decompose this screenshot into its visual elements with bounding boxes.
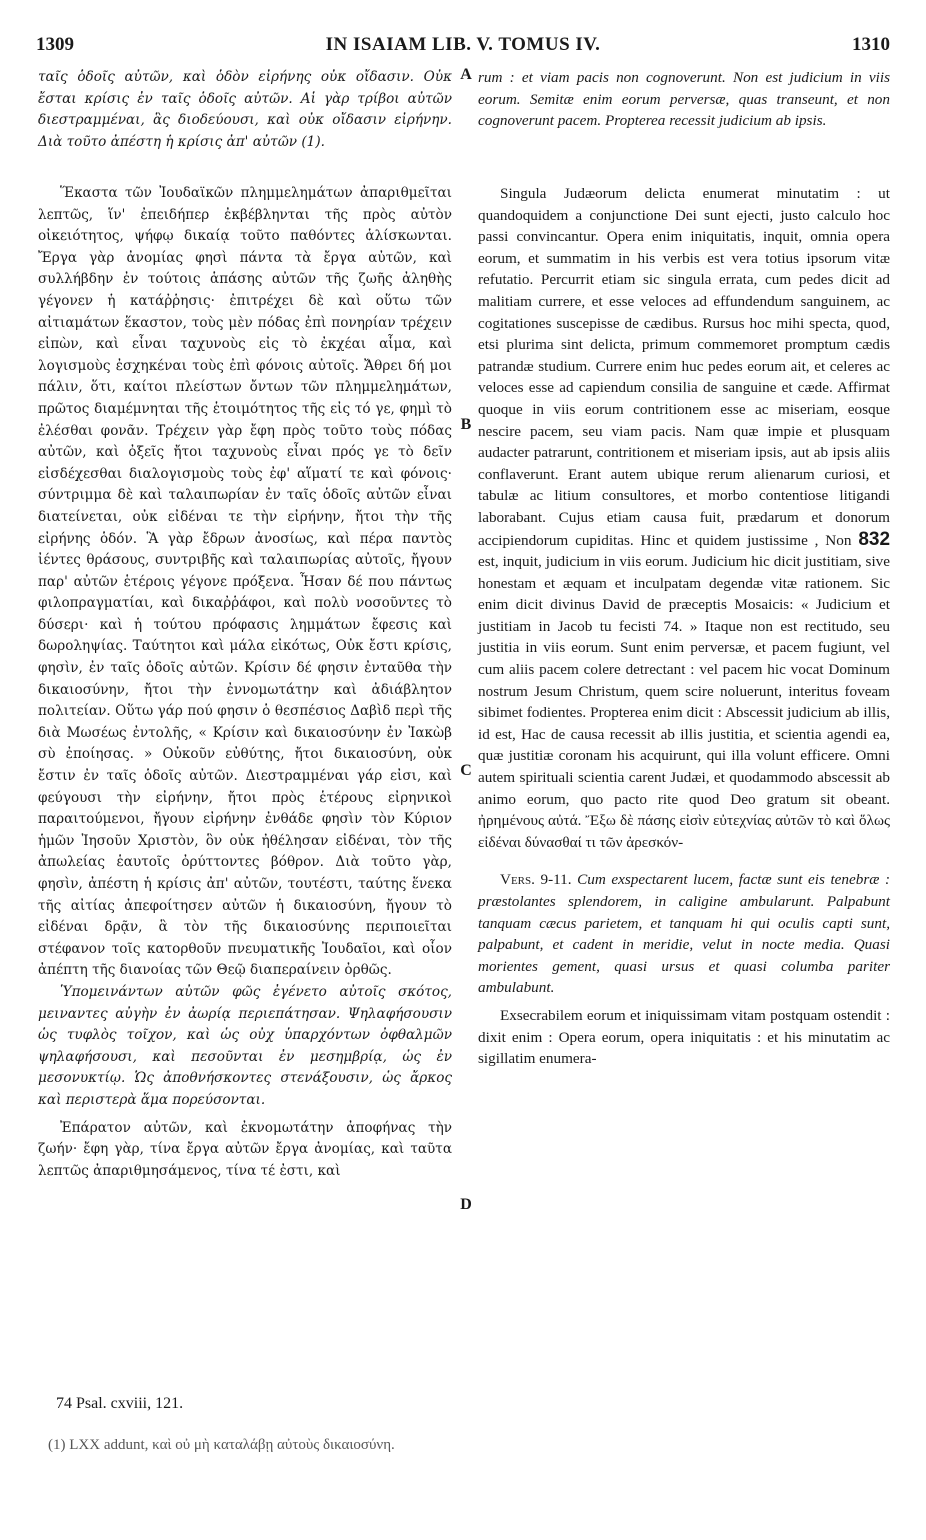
latin-commentary-1a: Singula Judæorum delicta enumerat minutatim : ut quandoquidem a conjunctione Dei sunt ejecti, justo calculo hoc passi convincantur. Opera enim iniquitatis, inquit, omnia opera eorum, et summatim in his verbis est vera totius ipsorum vitæ refutatio. Percurrit etiam sic singula errata, cum pedes dicit ad malitiam currere, et esse veloces ad effundendum sanguinem, ac cogitationes suscepisse de cædibus. Rursus hoc mihi specta, quod, etsi plurima sint delicta, primum commemoret promptum cædis patrandæ studium. Currere enim huc pedes eorum ait, et celeres ac veloces esse ad capiendum consilia de sanguine et cæde. Affirmat quoque in viis eorum contritionem esse ac miseriam, eosque nescire pacem, seu viam pacis. Nam quæ impie et plusquam audacter patrarunt, contritionem et miseriam ipsis, aut ab ipsis aliis conflaverunt. Erant autem ubique rerum alienarum curiosi, et tabulæ ac litium consultores, et morbo contentiose litigandi laborabant. Cujus etiam causa fuit, prædarum et donorum accipiendorum cupiditas. Hinc et quidem justissime , Non: [478, 185, 890, 549]
latin-lemma-1: rum : et viam pacis non cognoverunt. Non est judicium in viis eorum. Semitæ enim eorum perversæ, quas transeunt, et non cognoverunt pacem. Propterea recessit judicium ab ipsis.: [478, 69, 890, 130]
greek-commentary-2: Ἐπάρατον αὐτῶν, καὶ ἐκνομωτάτην ἀποφήνας τὴν ζωήν· ἔφη γὰρ, τίνα ἔργα αὐτῶν ἔργα ἀνομίας, καὶ ταῦτα λεπτῶς ἀπαριθμησάμενος, τίνα τέ ἐστι, καὶ: [38, 1119, 452, 1179]
footnote-psalm: 74 Psal. cxviii, 121.: [56, 1395, 184, 1412]
latin-column: [478, 67, 890, 1070]
margin-letter-d: D: [460, 1196, 472, 1213]
margin-letter-c: C: [460, 762, 472, 779]
verse-label: Vers. 9-11.: [500, 871, 572, 889]
page-number-left: 1309: [36, 34, 74, 55]
greek-lemma-2: Ὑπομεινάντων αὐτῶν φῶς ἐγένετο αὐτοῖς σκότος, μειναντες αὐγὴν ἐν ἀωρίᾳ περιεπάτησαν. Ψηλαφήσουσιν ὡς τυφλὸς τοῖχον, καὶ ὡς οὐχ ὑπαρχόντων ὀφθαλμῶν ψηλαφήσουσι, καὶ πεσοῦνται ἐν μεσημβρίᾳ, ὡς ἐν μεσονυκτίῳ. Ὡς ἀποθνήσκοντες στενάξουσιν, ὡς ἄρκος καὶ περιστερὰ ἅμα πορεύσονται.: [38, 983, 452, 1108]
margin-letter-a: A: [460, 66, 472, 83]
greek-commentary-1: Ἕκαστα τῶν Ἰουδαϊκῶν πλημμελημάτων ἀπαριθμεῖται λεπτῶς, ἵν' ἐπειδήπερ ἐκβέβληνται τῆς πρὸς αὐτὸν οἰκειότητος, ψήφῳ δικαίᾳ τοῦτο παθόντες ἁλίσκωνται. Ἔργα γὰρ ἀνομίας φησὶ πάντα τὰ ἔργα αὐτῶν, καὶ συλλήβδην ἐν τούτοις ἁπάσης αὐτῶν τῆς ζωῆς ἀληθὴς γέγονεν ἡ κατάῤῥησις· ἐπιτρέχει δὲ καὶ οὕτω τῶν αἰτιαμάτων ἕκαστον, τοὺς μὲν πόδας ἐπὶ πονηρίαν τρέχειν εἰπὼν, καὶ εἶναι ταχυνοὺς εἰς τὸ ἐκχέαι αἷμα, καὶ λογισμοὺς ἐσχηκέναι τοὺς ἐπὶ φόνοις αὐτοῖς. Ἄθρει δή μοι πάλιν, ὅτι, καίτοι πλείστων ὄντων τῶν πλημμελημάτων, πρῶτος διαμέμνηται τῆς ἑτοιμότητος τῆς εἰς τό γε, φημὶ τὸ ἐλέσθαι φονᾶν. Τρέχειν γὰρ ἔφη πρὸς τοῦτο τοὺς πόδας αὐτῶν, καὶ ὀξεῖς ἤτοι ταχυνοὺς εἶναι πρός γε τὸ δεῖν εἰσδέχεσθαι διαλογισμοὺς τοὺς ἐφ' αἵματί τε καὶ φόνοις· σύντριμμα δὲ καὶ ταλαιπωρίαν ἐν ταῖς ὁδοῖς αὐτῶν εἶναι διατείνεται, οὐκ εἰδέναι τε τὴν εἰρήνην, ἤτοι τὴν τῆς εἰρήνης ὁδόν. Ἃ γὰρ ἔδρων ἀνοσίως, καὶ πέρα παντὸς ἰέντες θράσους, συντριβῆς καὶ ταλαιπωρίας αὐτοῖς, ἤγουν παρ' αὐτῶν ἑτέροις γέγονε πρόξενα. Ἦσαν δέ που πάντως φιλοπραγματίαι, καὶ δικαῤῥάφοι, καὶ πολὺ νοσοῦντες τὸ δύσερι· καὶ ἡ τούτου πρόφασις λημμάτων ἔφεσις καὶ δωροληψίας. Ταύτητοι καὶ μάλα εἰκότως, Οὐκ ἔστι κρίσις, φησὶν, ἐν ταῖς ὁδοῖς αὐτῶν. Κρίσιν δέ φησιν ἐνταῦθα τὴν δικαιοσύνην, ἤτοι τὴν ἐννομωτάτην καὶ ἀδιάβλητον πολιτείαν. Οὕτω γάρ πού φησιν ὁ θεσπέσιος Δαβὶδ περὶ τῆς διὰ Μωσέως ἐντολῆς, « Κρίσιν καὶ δικαιοσύνην ἐν Ἰακὼβ σὺ ἐποίησας. » Οὐκοῦν εὐθύτης, ἤτοι δικαιοσύνη, οὐκ ἔστιν ἐν ταῖς ὁδοῖς αὐτῶν. Διεστραμμέναι γάρ εἰσι, καὶ φεύγουσι τὴν εἰρήνην, ἤτοι πρὸς ἑτέρους εἰρηνικοὶ παραιτούμενοι, ἤγουν εἰρήνην ἐνθάδε φησὶν τὸν Κύριον ἡμῶν Ἰησοῦν Χριστὸν, ὃν οὐκ ἠθέλησαν εἰδέναι, τὸν τῆς ἀπωλείας ἑαυτοῖς ὀρύττοντες βόθρον. Διὰ τοῦτο γὰρ, φησὶν, ἀπέστη ἡ κρίσις ἀπ' αὐτῶν, τουτέστι, ταύτης ἕνεκα τῆς αἰτίας ἀπεφοίτησεν αὐτῶν ἡ δικαιοσύνη, ἤγουν τὸ εἰδέναι δρᾷν, ἃ τὸν τῆς δικαιοσύνης περιποιεῖται στέφανον τοῖς κατορθοῦν πνευματικῆς Ἰουδαῖοι, καὶ οἷον ἀπέπτη τῆς διανοίας τῶν Θεῷ διαπεραίνειν ὀρθῶς.: [38, 185, 452, 979]
latin-commentary-1: [478, 183, 890, 853]
greek-lemma-1: ταῖς ὁδοῖς αὐτῶν, καὶ ὁδὸν εἰρήνης οὐκ οἴδασιν. Οὐκ ἔσται κρίσις ἐν ταῖς ὁδοῖς αὐτῶν. Αἱ γὰρ τρίβοι αὐτῶν διεστραμμέναι, ἃς διοδεύουσι, καὶ οὐκ οἴδασιν εἰρήνην. Διὰ τοῦτο ἀπέστη ἡ κρίσις ἀπ' αὐτῶν (1).: [38, 69, 452, 150]
page-number-right: 1310: [852, 34, 890, 55]
page-mark-832: 832: [858, 528, 891, 550]
footnote-lxx: (1) LXX addunt, καὶ οὐ μὴ καταλάβῃ αὐτοὺς δικαιοσύνη.: [48, 1437, 395, 1453]
running-header: [36, 34, 890, 58]
latin-commentary-1b: est, inquit, judicium in viis eorum. Judicium hic dicit justitiam, sive honestam et æquam et inculpatam degendæ vitæ rationem. Sic enim dicit divinus David de præceptis Mosaicis: « Judicium et justitiam in Jacob tu fecisti 74. » Itaque non est rectitudo, seu justitia in viis eorum. Sunt enim perversæ, et pacem fugiunt, vel cum aliis pacem colere detrectant : vel pacem hic vocat Dominum nostrum Jesum Christum, quem scire noluerunt, interitus foveam sibimet fodientes. Propterea enim dicit : Abscessit judicium ab illis, id est, Hac de causa recessit ab illis justitia, et scientia agendi ea, quæ justitiæ coronam his acquirunt, qui illa volunt efficere. Omni autem spirituali scientia carent Judæi, et quodammodo abscessit ab animo eorum, quo pacto rite quod Deo gratum sit obeant. ἠρημένους αὐτά. Ἔξω δὲ πάσης εἰσὶν εὐτεχνίας αὐτῶν τὸ καὶ ὅλως εἰδέναι δύνασθαί τι τῶν ἀρεσκόν-: [478, 553, 890, 851]
latin-lemma-2-text: Cum exspectarent lucem, factæ sunt eis tenebræ : præstolantes splendorem, in caligine ambularunt. Palpabunt tanquam cæcus parietem, et tanquam hi qui oculis capti sunt, palpabunt, et cadent in meridie, velut in nocte media. Quasi morientes gement, quasi ursus et quasi columba pariter ambulabunt.: [478, 871, 891, 997]
greek-column: [38, 67, 452, 1182]
running-title: IN ISAIAM LIB. V. TOMUS IV.: [325, 34, 601, 55]
latin-lemma-2: [478, 869, 890, 999]
margin-letter-b: B: [460, 416, 472, 433]
latin-commentary-2: Exsecrabilem eorum et iniquissimam vitam postquam ostendit : dixit enim : Opera eorum, opera iniquitatis : et his minutatim ac sigillatim enumera-: [478, 1006, 890, 1068]
